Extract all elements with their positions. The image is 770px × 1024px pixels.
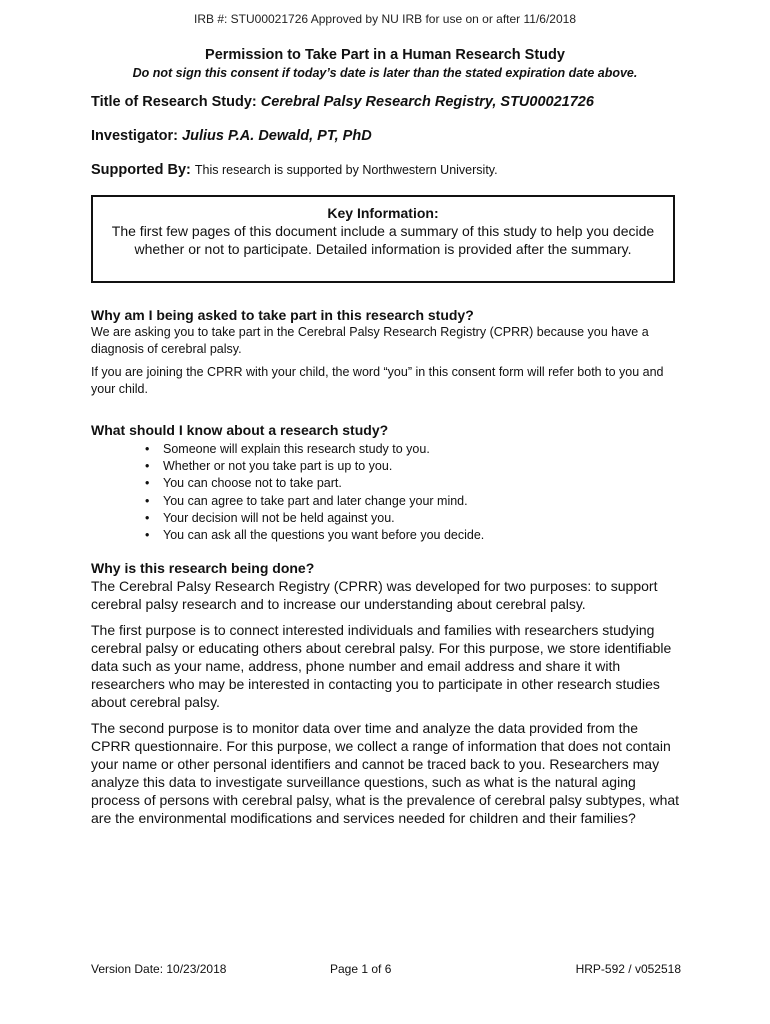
irb-approval-line: IRB #: STU00021726 Approved by NU IRB for use on or after 11/6/2018 xyxy=(193,12,576,26)
document-subtitle: Do not sign this consent if today’s date is later than the stated expiration date above. xyxy=(132,66,638,80)
investigator-value: Julius P.A. Dewald, PT, PhD xyxy=(182,128,372,144)
list-item xyxy=(145,527,681,544)
list-item-text: Your decision will not be held against you. xyxy=(163,510,395,525)
section-heading: Why am I being asked to take part in this research study? xyxy=(91,307,474,323)
bullet-icon: • xyxy=(145,476,150,491)
list-item-text: Whether or not you take part is up to you. xyxy=(163,459,393,474)
study-title-label: Title of Research Study: xyxy=(91,94,257,110)
list-item xyxy=(145,493,681,510)
bullet-icon: • xyxy=(145,459,150,474)
section-heading: Why is this research being done? xyxy=(91,560,315,576)
footer-page-number: Page 1 of 6 xyxy=(330,962,392,976)
paragraph: If you are joining the CPRR with your child, the word “you” in this consent form will refer both to you and your child. xyxy=(91,365,664,396)
bullet-icon: • xyxy=(145,510,150,525)
list-item-text: Someone will explain this research study to you. xyxy=(163,442,430,456)
bullet-icon: • xyxy=(145,528,150,543)
section-heading: What should I know about a research study? xyxy=(91,422,389,438)
footer-version-date: Version Date: 10/23/2018 xyxy=(91,962,227,976)
study-title-value: Cerebral Palsy Research Registry, STU00021726 xyxy=(260,94,594,110)
paragraph: The first purpose is to connect interested individuals and families with researchers studying cerebral palsy or educating others about cerebral palsy. For this purpose, we store identifiable data such as your name, address, phone number and email address and share it with researchers who may be interested in contacting you to participate in other research studies about cerebral palsy. xyxy=(91,622,672,710)
investigator-field xyxy=(91,128,372,144)
study-title-field xyxy=(91,94,594,110)
bullet-list xyxy=(91,441,681,544)
investigator-label: Investigator: xyxy=(91,128,179,144)
supported-by-field xyxy=(91,162,498,178)
section-why-done xyxy=(91,560,681,827)
document-title: Permission to Take Part in a Human Research Study xyxy=(205,47,565,63)
footer-form-id: HRP-592 / v052518 xyxy=(575,962,681,976)
paragraph: We are asking you to take part in the Cerebral Palsy Research Registry (CPRR) because you have a diagnosis of cerebral palsy. xyxy=(91,325,649,356)
list-item xyxy=(145,475,681,492)
list-item-text: You can agree to take part and later change your mind. xyxy=(163,493,468,508)
key-information-box xyxy=(91,195,675,283)
bullet-icon: • xyxy=(145,493,150,508)
list-item-text: You can ask all the questions you want before you decide. xyxy=(163,528,485,543)
bullet-icon: • xyxy=(145,442,150,456)
list-item xyxy=(145,458,681,475)
key-information-text: The first few pages of this document include a summary of this study to help you decide whether or not to participate. Detailed information is provided after the summary. xyxy=(111,223,655,257)
paragraph: The second purpose is to monitor data over time and analyze the data provided from the CPRR questionnaire. For this purpose, we collect a range of information that does not contain your name or other personal identifiers and cannot be traced back to you. Researchers may analyze this data to investigate surveillance questions, such as what is the natural aging process of persons with cerebral palsy, what is the prevalence of cerebral palsy subtypes, what are the environmental modifications and services needed for children and their families? xyxy=(91,720,680,826)
paragraph: The Cerebral Palsy Research Registry (CPRR) was developed for two purposes: to support cerebral palsy research and to increase our understanding about cerebral palsy. xyxy=(91,578,658,612)
supported-by-label: Supported By: xyxy=(91,162,191,178)
section-what-to-know xyxy=(91,422,681,544)
list-item-text: You can choose not to take part. xyxy=(163,476,342,491)
key-information-title: Key Information: xyxy=(327,205,439,221)
list-item xyxy=(145,510,681,527)
supported-by-value: This research is supported by Northwestern University. xyxy=(194,163,498,177)
section-why-asked xyxy=(91,307,681,398)
list-item xyxy=(145,441,681,458)
